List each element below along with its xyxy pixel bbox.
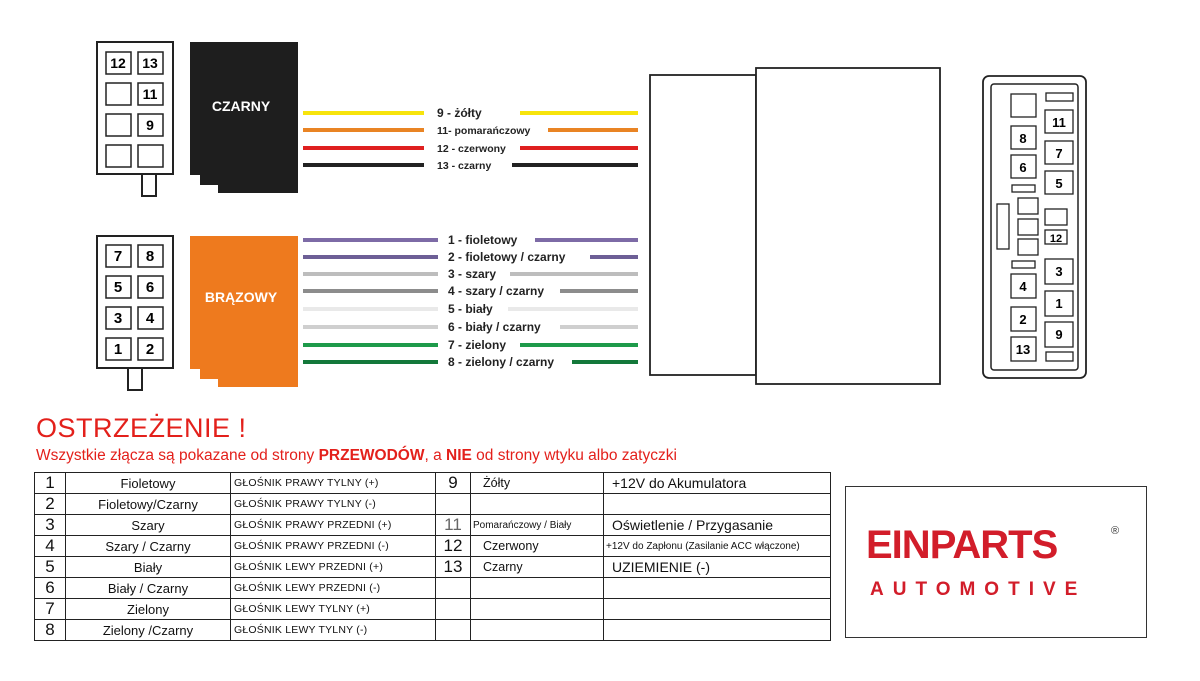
table-row	[35, 473, 831, 494]
warning-text	[36, 447, 677, 465]
pin-number: 4	[35, 536, 66, 557]
wire-color: Biały	[66, 557, 231, 578]
wire-color: Fioletowy/Czarny	[66, 494, 231, 515]
wire-color-2: Żółty	[471, 473, 604, 494]
pinout-table	[34, 472, 831, 641]
iso-socket-face	[983, 76, 1086, 378]
pin-number-2: 11	[436, 515, 471, 536]
socket-pin-7: 7	[1055, 146, 1063, 161]
black-pin-9: 9	[146, 117, 154, 133]
pin-number: 6	[35, 578, 66, 599]
black-connector-body	[190, 42, 298, 193]
pin-destination: UZIEMIENIE (-)	[604, 557, 831, 578]
wire-color: Szary / Czarny	[66, 536, 231, 557]
pin-number: 8	[35, 620, 66, 641]
table-row	[35, 557, 831, 578]
pin-destination	[604, 578, 831, 599]
top-wire-label-4: 13 - czarny	[437, 160, 492, 172]
speaker-function: GŁOŚNIK PRAWY PRZEDNI (-)	[231, 536, 436, 557]
pin-number: 2	[35, 494, 66, 515]
warning-text-part1: Wszystkie złącza są pokazane od strony	[36, 447, 319, 464]
wire-color: Zielony	[66, 599, 231, 620]
wire-color-2	[471, 620, 604, 641]
black-connector-label: CZARNY	[211, 98, 271, 114]
speaker-function: GŁOŚNIK LEWY PRZEDNI (-)	[231, 578, 436, 599]
pin-number: 1	[35, 473, 66, 494]
wire-color-2	[471, 578, 604, 599]
socket-pin-9: 9	[1055, 327, 1063, 342]
socket-pin-8: 8	[1019, 131, 1027, 146]
table-row	[35, 515, 831, 536]
warning-text-part2: , a	[424, 447, 447, 464]
pin-number: 3	[35, 515, 66, 536]
einparts-logo-box	[845, 486, 1147, 638]
pin-number-2	[436, 578, 471, 599]
brand-parts: PARTS	[929, 523, 1058, 567]
wire-color: Biały / Czarny	[66, 578, 231, 599]
wire-color: Zielony /Czarny	[66, 620, 231, 641]
socket-pin-4: 4	[1019, 279, 1027, 294]
table-row	[35, 494, 831, 515]
bottom-wire-label-5: 5 - biały	[448, 302, 493, 316]
brown-pin-3: 3	[113, 310, 123, 327]
brand-tagline: AUTOMOTIVE	[870, 579, 1087, 600]
wire-color-2	[471, 494, 604, 515]
socket-pin-6: 6	[1019, 160, 1027, 175]
brown-connector-label: BRĄZOWY	[204, 289, 278, 305]
pin-number-2	[436, 494, 471, 515]
wire-color: Szary	[66, 515, 231, 536]
wire-color: Fioletowy	[66, 473, 231, 494]
black-connector-pinout	[97, 42, 173, 196]
pinout-table-body	[35, 473, 831, 641]
brown-pin-4: 4	[145, 310, 155, 327]
bottom-wire-label-4: 4 - szary / czarny	[448, 284, 545, 298]
bottom-wire-label-8: 8 - zielony / czarny	[448, 355, 555, 369]
speaker-function: GŁOŚNIK LEWY TYLNY (+)	[231, 599, 436, 620]
brand-logo	[866, 523, 1057, 568]
registered-mark: ®	[1111, 525, 1120, 537]
socket-pin-2: 2	[1019, 312, 1027, 327]
wire-color-2: Pomarańczowy / Biały	[471, 515, 604, 536]
pin-destination	[604, 599, 831, 620]
table-row	[35, 536, 831, 557]
wire-bundle	[303, 106, 638, 369]
wire-color-2: Czerwony	[471, 536, 604, 557]
brown-pin-2: 2	[145, 341, 155, 358]
pin-destination: +12V do Akumulatora	[604, 473, 831, 494]
socket-pin-13: 13	[1015, 342, 1031, 357]
warning-title: OSTRZEŻENIE !	[36, 413, 247, 443]
table-row	[35, 578, 831, 599]
socket-pin-11: 11	[1052, 115, 1066, 130]
warning-text-bold1: PRZEWODÓW	[318, 447, 425, 464]
table-row	[35, 599, 831, 620]
pin-number: 5	[35, 557, 66, 578]
brown-pin-6: 6	[145, 279, 155, 296]
socket-pin-5: 5	[1055, 176, 1063, 191]
brown-pin-1: 1	[113, 341, 123, 358]
pin-destination	[604, 494, 831, 515]
black-pin-13: 13	[142, 55, 158, 71]
brown-connector-body	[190, 236, 298, 387]
top-wire-label-3: 12 - czerwony	[437, 143, 506, 155]
socket-pin-1: 1	[1055, 296, 1063, 311]
brown-pin-7: 7	[113, 248, 123, 265]
brown-pin-5: 5	[113, 279, 123, 296]
bottom-wire-label-6: 6 - biały / czarny	[448, 320, 541, 334]
bottom-wire-label-7: 7 - zielony	[448, 338, 507, 352]
speaker-function: GŁOŚNIK PRAWY PRZEDNI (+)	[231, 515, 436, 536]
pin-number-2: 9	[436, 473, 471, 494]
pin-destination: Oświetlenie / Przygasanie	[604, 515, 831, 536]
speaker-function: GŁOŚNIK PRAWY TYLNY (-)	[231, 494, 436, 515]
pin-number-2	[436, 620, 471, 641]
pin-destination: +12V do Zapłonu (Zasilanie ACC włączone)	[604, 536, 831, 557]
bottom-wire-label-2: 2 - fioletowy / czarny	[448, 250, 566, 264]
speaker-function: GŁOŚNIK LEWY TYLNY (-)	[231, 620, 436, 641]
wire-color-2: Czarny	[471, 557, 604, 578]
radio-plug-body	[650, 68, 940, 384]
pin-number: 7	[35, 599, 66, 620]
black-pin-11: 11	[142, 86, 158, 102]
bottom-wire-label-3: 3 - szary	[448, 267, 497, 281]
pin-number-2: 12	[436, 536, 471, 557]
bottom-wire-label-1: 1 - fioletowy	[448, 233, 518, 247]
table-row	[35, 620, 831, 641]
pin-number-2: 13	[436, 557, 471, 578]
speaker-function: GŁOŚNIK LEWY PRZEDNI (+)	[231, 557, 436, 578]
speaker-function: GŁOŚNIK PRAWY TYLNY (+)	[231, 473, 436, 494]
top-wire-label-1: 9 - żółty	[437, 106, 482, 120]
brown-pin-8: 8	[145, 248, 155, 265]
pin-destination	[604, 620, 831, 641]
black-pin-12: 12	[110, 55, 126, 71]
warning-text-bold2: NIE	[446, 447, 472, 464]
socket-pin-12: 12	[1049, 233, 1063, 245]
wire-color-2	[471, 599, 604, 620]
socket-pin-3: 3	[1055, 264, 1063, 279]
warning-text-part3: od strony wtyku albo zatyczki	[471, 447, 677, 464]
brown-connector-pinout	[97, 236, 173, 390]
brand-ein: EIN	[866, 523, 930, 567]
top-wire-label-2: 11- pomarańczowy	[437, 125, 531, 137]
pin-number-2	[436, 599, 471, 620]
